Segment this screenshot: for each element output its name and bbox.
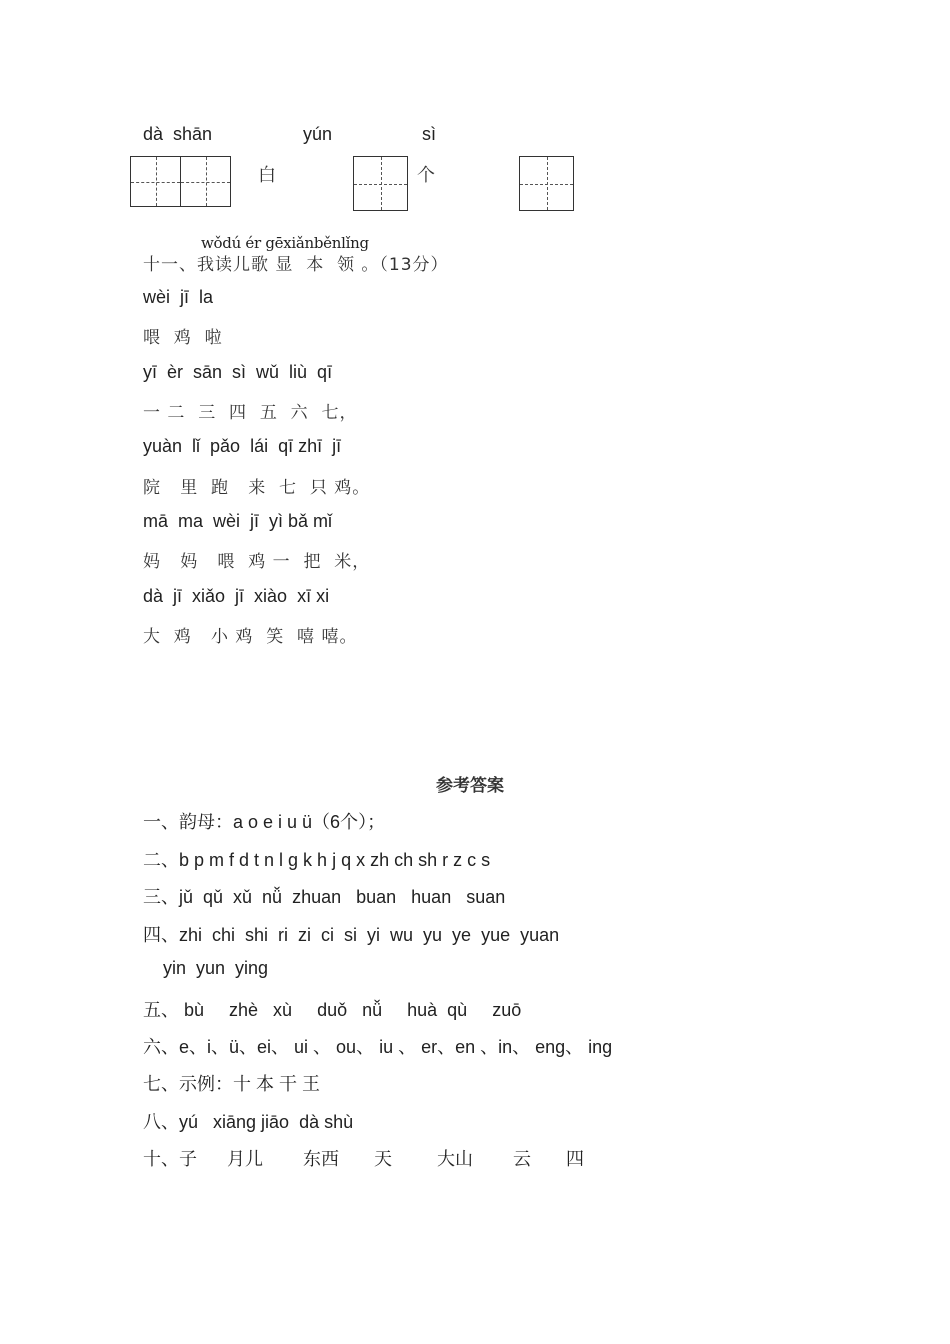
- poem-pinyin-5: dà jī xiǎo jī xiào xī xi: [143, 586, 330, 606]
- poem-pinyin-2: yī èr sān sì wǔ liù qī: [143, 362, 333, 382]
- answer-3: 三、jǔ qǔ xǔ nǚ zhuan buan huan suan: [143, 887, 506, 907]
- q10-pinyin-yun: yún: [303, 124, 333, 144]
- poem-hanzi-1: 喂 鸡 啦: [143, 328, 223, 348]
- answer-1: 一、韵母：a o e i u ü（6个）；: [143, 812, 386, 832]
- answer-4: 四、zhi chi shi ri zi ci si yi wu yu ye yue yuan: [143, 925, 560, 945]
- q11-heading-pinyin: wǒdú ér gēxiǎnběnlǐng: [201, 234, 369, 252]
- answer-10: 十、子 月儿 东西 天 大山 云 四: [143, 1149, 585, 1169]
- writing-grid-double[interactable]: [130, 156, 231, 207]
- poem-hanzi-4: 妈 妈 喂 鸡 一 把 米，: [143, 552, 371, 572]
- answer-5: 五、 bù zhè xù duǒ nǚ huà qù zuō: [143, 1000, 522, 1020]
- q11-heading: 十一、我读儿歌 显 本 领 。（13分）: [143, 255, 449, 275]
- writing-grid-yun[interactable]: [353, 156, 408, 211]
- q10-pinyin-dashan: dà shān: [143, 124, 213, 144]
- answer-7: 七、示例：十 本 干 王: [143, 1074, 321, 1094]
- q10-char-bai: 白: [258, 165, 277, 186]
- answer-8: 八、yú xiāng jiāo dà shù: [143, 1112, 354, 1132]
- poem-pinyin-4: mā ma wèi jī yì bǎ mǐ: [143, 511, 333, 531]
- poem-pinyin-3: yuàn lǐ pǎo lái qī zhī jī: [143, 436, 342, 456]
- poem-pinyin-1: wèi jī la: [143, 287, 214, 307]
- answer-2: 二、b p m f d t n l g k h j q x zh ch sh r z c s: [143, 850, 491, 870]
- poem-hanzi-2: 一 二 三 四 五 六 七，: [143, 403, 358, 423]
- writing-grid-si[interactable]: [519, 156, 574, 211]
- q10-char-ge: 个: [417, 165, 436, 186]
- q10-pinyin-si: sì: [422, 124, 437, 144]
- poem-hanzi-3: 院 里 跑 来 七 只 鸡。: [143, 478, 371, 498]
- poem-hanzi-5: 大 鸡 小 鸡 笑 嘻 嘻。: [143, 627, 358, 647]
- answers-title: 参考答案: [436, 776, 504, 796]
- answer-4-cont: yin yun ying: [143, 958, 269, 978]
- answer-6: 六、e、i、ü、ei、 ui 、 ou、 iu 、 er、en 、in、 eng、 ing: [143, 1037, 613, 1057]
